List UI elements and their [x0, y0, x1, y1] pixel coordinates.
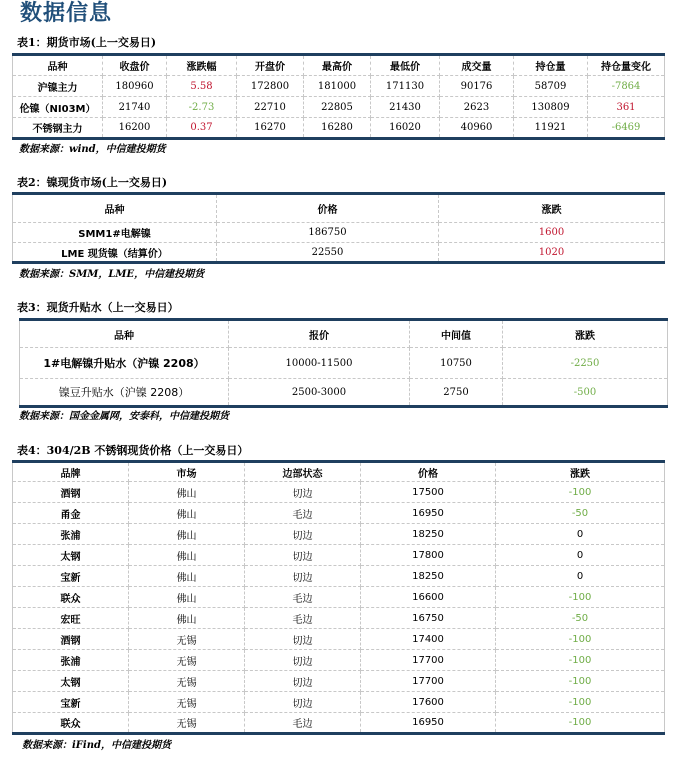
edge-cell: 切边 — [245, 650, 361, 671]
price-cell: 17700 — [361, 671, 496, 692]
market-cell: 无锡 — [129, 692, 245, 713]
header-cell: 收盘价 — [103, 55, 167, 76]
variety-cell: 伦镍（NI03M） — [13, 97, 103, 118]
change-cell: -50 — [496, 608, 665, 629]
change-cell: -100 — [496, 587, 665, 608]
table-header-row — [13, 55, 665, 76]
header-cell: 涨跌 — [496, 462, 665, 482]
brand-cell: 宝新 — [13, 566, 129, 587]
header-cell: 涨跌 — [439, 194, 665, 223]
market-cell: 佛山 — [129, 524, 245, 545]
header-cell: 市场 — [129, 462, 245, 482]
brand-cell: 联众 — [13, 587, 129, 608]
mid-cell: 10750 — [410, 348, 503, 379]
brand-cell: 甬金 — [13, 503, 129, 524]
change-pct-cell: -2.73 — [167, 97, 237, 118]
table2-caption: 表2：镍现货市场(上一交易日) — [17, 176, 168, 189]
market-cell: 无锡 — [129, 713, 245, 734]
variety-cell: 沪镍主力 — [13, 76, 103, 97]
oi-change-cell: 361 — [588, 97, 665, 118]
table-row — [13, 524, 665, 545]
low-cell: 21430 — [371, 97, 440, 118]
table-row — [13, 671, 665, 692]
header-cell: 边部状态 — [245, 462, 361, 482]
brand-cell: 宏旺 — [13, 608, 129, 629]
high-cell: 181000 — [304, 76, 371, 97]
edge-cell: 切边 — [245, 692, 361, 713]
header-cell: 持仓量 — [514, 55, 588, 76]
market-cell: 佛山 — [129, 587, 245, 608]
volume-cell: 2623 — [440, 97, 514, 118]
price-cell: 16750 — [361, 608, 496, 629]
market-cell: 佛山 — [129, 545, 245, 566]
change-cell: -100 — [496, 650, 665, 671]
high-cell: 22805 — [304, 97, 371, 118]
price-cell: 22550 — [217, 243, 439, 263]
table-row — [13, 650, 665, 671]
table-header-row — [20, 320, 668, 348]
change-cell: 1600 — [439, 223, 665, 243]
low-cell: 171130 — [371, 76, 440, 97]
change-cell: -100 — [496, 671, 665, 692]
brand-cell: 联众 — [13, 713, 129, 734]
low-cell: 16020 — [371, 118, 440, 139]
close-cell: 21740 — [103, 97, 167, 118]
table-row — [13, 482, 665, 503]
table-row — [13, 713, 665, 734]
brand-cell: 太钢 — [13, 545, 129, 566]
open-interest-cell: 130809 — [514, 97, 588, 118]
header-cell: 品牌 — [13, 462, 129, 482]
brand-cell: 宝新 — [13, 692, 129, 713]
table-row — [13, 566, 665, 587]
change-pct-cell: 5.58 — [167, 76, 237, 97]
header-cell: 最低价 — [371, 55, 440, 76]
table1-source: 数据来源：wind，中信建投期货 — [19, 144, 166, 155]
table-row — [13, 692, 665, 713]
table-row — [20, 348, 668, 379]
header-cell: 涨跌 — [503, 320, 668, 348]
futures-market-table — [12, 53, 665, 140]
oi-change-cell: -7864 — [588, 76, 665, 97]
variety-cell: 不锈钢主力 — [13, 118, 103, 139]
variety-cell: 镍豆升贴水（沪镍 2208） — [20, 379, 229, 407]
open-cell: 172800 — [237, 76, 304, 97]
table-header-row — [13, 194, 665, 223]
change-cell: 0 — [496, 524, 665, 545]
nickel-spot-table — [12, 192, 665, 264]
price-cell: 186750 — [217, 223, 439, 243]
change-cell: 1020 — [439, 243, 665, 263]
change-pct-cell: 0.37 — [167, 118, 237, 139]
market-cell: 佛山 — [129, 482, 245, 503]
table-row — [13, 118, 665, 139]
open-interest-cell: 11921 — [514, 118, 588, 139]
header-cell: 品种 — [20, 320, 229, 348]
table-row — [13, 243, 665, 263]
header-cell: 涨跌幅 — [167, 55, 237, 76]
quote-cell: 2500-3000 — [229, 379, 410, 407]
table1-caption: 表1：期货市场(上一交易日) — [17, 36, 157, 49]
page-title: 数据信息 — [20, 1, 113, 26]
variety-cell: SMM1#电解镍 — [13, 223, 217, 243]
oi-change-cell: -6469 — [588, 118, 665, 139]
edge-cell: 切边 — [245, 545, 361, 566]
table2-source: 数据来源：SMM，LME，中信建投期货 — [19, 269, 205, 280]
price-cell: 18250 — [361, 524, 496, 545]
change-cell: -2250 — [503, 348, 668, 379]
price-cell: 16600 — [361, 587, 496, 608]
edge-cell: 毛边 — [245, 587, 361, 608]
close-cell: 16200 — [103, 118, 167, 139]
table3-source: 数据来源：国金金属网，安泰科，中信建投期货 — [19, 411, 229, 422]
header-cell: 最高价 — [304, 55, 371, 76]
market-cell: 无锡 — [129, 629, 245, 650]
market-cell: 佛山 — [129, 566, 245, 587]
price-cell: 17700 — [361, 650, 496, 671]
brand-cell: 张浦 — [13, 524, 129, 545]
variety-cell: LME 现货镍（结算价） — [13, 243, 217, 263]
table4-caption: 表4：304/2B 不锈钢现货价格（上一交易日） — [17, 444, 249, 457]
close-cell: 180960 — [103, 76, 167, 97]
table-row — [13, 587, 665, 608]
brand-cell: 酒钢 — [13, 629, 129, 650]
edge-cell: 切边 — [245, 524, 361, 545]
header-cell: 中间值 — [410, 320, 503, 348]
header-cell: 成交量 — [440, 55, 514, 76]
table-row — [13, 545, 665, 566]
volume-cell: 90176 — [440, 76, 514, 97]
header-cell: 品种 — [13, 194, 217, 223]
header-cell: 品种 — [13, 55, 103, 76]
change-cell: 0 — [496, 566, 665, 587]
table-row — [20, 379, 668, 407]
volume-cell: 40960 — [440, 118, 514, 139]
change-cell: -100 — [496, 482, 665, 503]
high-cell: 16280 — [304, 118, 371, 139]
change-cell: -500 — [503, 379, 668, 407]
price-cell: 16950 — [361, 503, 496, 524]
header-cell: 价格 — [217, 194, 439, 223]
open-cell: 22710 — [237, 97, 304, 118]
change-cell: -100 — [496, 713, 665, 734]
brand-cell: 太钢 — [13, 671, 129, 692]
header-cell: 价格 — [361, 462, 496, 482]
price-cell: 16950 — [361, 713, 496, 734]
edge-cell: 毛边 — [245, 608, 361, 629]
edge-cell: 毛边 — [245, 503, 361, 524]
price-cell: 17800 — [361, 545, 496, 566]
table4-source: 数据来源：iFind，中信建投期货 — [22, 740, 171, 751]
market-cell: 无锡 — [129, 650, 245, 671]
table-row — [13, 608, 665, 629]
header-cell: 报价 — [229, 320, 410, 348]
mid-cell: 2750 — [410, 379, 503, 407]
brand-cell: 酒钢 — [13, 482, 129, 503]
change-cell: 0 — [496, 545, 665, 566]
quote-cell: 10000-11500 — [229, 348, 410, 379]
price-cell: 18250 — [361, 566, 496, 587]
price-cell: 17400 — [361, 629, 496, 650]
change-cell: -50 — [496, 503, 665, 524]
table-row — [13, 503, 665, 524]
market-cell: 佛山 — [129, 608, 245, 629]
edge-cell: 切边 — [245, 671, 361, 692]
variety-cell: 1#电解镍升贴水（沪镍 2208） — [20, 348, 229, 379]
table-row — [13, 223, 665, 243]
brand-cell: 张浦 — [13, 650, 129, 671]
header-cell: 持仓量变化 — [588, 55, 665, 76]
table-row — [13, 97, 665, 118]
table3-caption: 表3：现货升贴水（上一交易日） — [17, 301, 179, 314]
market-cell: 无锡 — [129, 671, 245, 692]
table-row — [13, 629, 665, 650]
premium-discount-table — [19, 318, 668, 408]
change-cell: -100 — [496, 692, 665, 713]
table-row — [13, 76, 665, 97]
open-interest-cell: 58709 — [514, 76, 588, 97]
price-cell: 17500 — [361, 482, 496, 503]
price-cell: 17600 — [361, 692, 496, 713]
edge-cell: 切边 — [245, 629, 361, 650]
edge-cell: 切边 — [245, 482, 361, 503]
table-header-row — [13, 462, 665, 482]
edge-cell: 毛边 — [245, 713, 361, 734]
open-cell: 16270 — [237, 118, 304, 139]
edge-cell: 切边 — [245, 566, 361, 587]
header-cell: 开盘价 — [237, 55, 304, 76]
stainless-spot-table — [12, 460, 665, 735]
market-cell: 佛山 — [129, 503, 245, 524]
change-cell: -100 — [496, 629, 665, 650]
